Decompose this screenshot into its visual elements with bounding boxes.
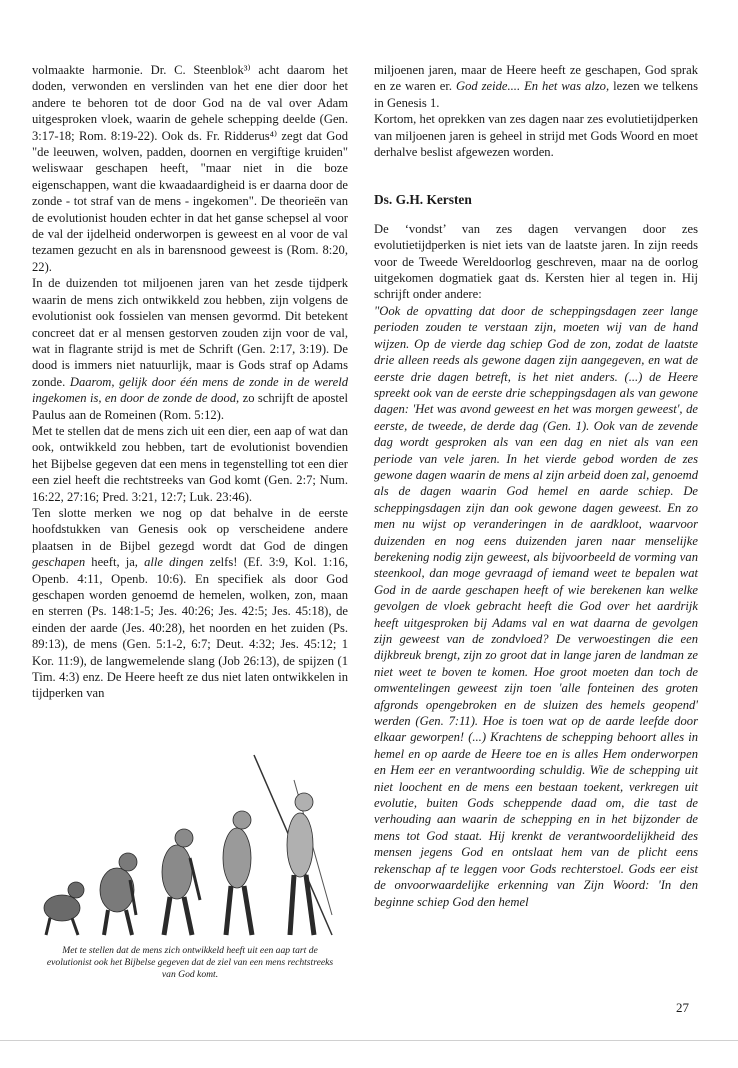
italic-text: alle dingen [144,555,204,570]
figure-ape-1 [44,882,84,935]
italic-text: geschapen [32,555,86,570]
text: miljoenen jaren, maar de Heere heeft ze geschapen, God sprak en ze waren er. [374,63,698,94]
figure-human-5 [287,793,314,935]
italic-text: Daarom, gelijk door één mens de zonde in de wereld ingekomen is, en door de zonde de dood, [32,374,348,406]
page-bottom-rule [0,1040,738,1041]
section-heading: Ds. G.H. Kersten [374,192,472,208]
text: zelfs! (Ef. 3:9, Kol. 1:16, Openb. 4:11, Openb. 10:6). En specifiek als door God geschapen worden genoemd de hemelen, wolken, zon, maan en sterren (Ps. 148:1-5; Jes. 40:26; Jes. 42:5; Jes. 45:18), de einden der aarde (Jes. 40:28), het noorden en het zuiden (Ps. 89:13), de mens (Gen. 5:1-2, 6:7; Deut. 4:32; Jes. 45:12; 1 Kor. 11:9), de langwemelende slang (Job 26:13), de spijzen (1 Tim. 4:3) enz. De Heere heeft ze dus niet laten ontwikkelen in tijdperken van [32,555,349,701]
text: zo schrijft de apostel Paulus aan de Romeinen (Rom. 5:12). [32,391,348,422]
figure-ape-2 [100,853,137,935]
paragraph: De ‘vondst’ van zes dagen vervangen door zes evolutietijdperken is niet iets van de laatste jaren. In zijn reeds voor de Tweede Wereldoorlog geschreven, maar na de oorlog uitgekomen dogmatiek gaat ds. Kersten hier al tegen in. Hij schrijft onder andere: [374,221,698,302]
paragraph [374,62,698,111]
italic-text: God zeide.... En het was alzo, [455,79,610,94]
text: Ten slotte merken we nog op dat behalve in de eerste hoofdstukken van Genesis ook op verscheidene andere plaatsen in de Bijbel gezegd wordt dat God de dingen [32,505,348,553]
block-quote: "Ook de opvatting dat door de scheppingsdagen zeer lange perioden zouden te verstaan zijn, moeten wij van de hand wijzen. Op de vierde dag schiep God de zon, zodat de laatste drie alleen reeds als gewone dagen zijn aangegeven, en wat de eerste drie dagen betreft, is het niet anders. (...) de Heere spreekt ook van de eerste drie scheppingsdagen als van gewone dagen: 'Het was avond geweest en het was morgen geweest', de eerste, de tweede, de derde dag (Gen. 1). Ook van de zevende dag wordt gesproken als van een dag en niet als van een periode van vele jaren. In het vierde gebod worden de zes gewone dagen waarin de mens al zijn arbeid doen zal, genoemd als de dagen waarin God hemel en aarde schiep. De scheppingsdagen zijn dan ook gewone dagen geweest. En zo men nu wijst op veranderingen in de aardkloot, waarvoor duizenden en nog eens duizenden jaren naar menselijke berekening nodig zijn geweest, als bijvoorbeeld de vorming van steenkool, dan moge gevraagd of iemand weet te bepalen wat God in de aarde geschapen heeft of wie berekenen kan welke gevolgen de vloek gebracht heeft die God over het aardrijk heeft uitgesproken bij Adams val en wat daarna de gevolgen zijn geweest van de zondvloed? De verwoestingen die een dijkbreuk brengt, zijn zo groot dat in lange jaren de landman ze niet weet te boven te komen. Hoe groot moeten dan toch de omwentelingen geweest zijn toen 'alle fonteinen des groten afgronds opengebroken en de sluizen des hemels geopend' werden (Gen. 7:11). Hoe is toen wat op de aarde leefde door elkaar geworpen! (...) Krachtens de schepping behoort alles in hemel en op aarde de Heere toe en is alles Hem onderworpen en Hem eer en verantwoording schuldig. Wie de schepping uit niet loochent en de mens een bestaan toekent, verkregen uit evolutie, buiten Gods scheppende daad om, die tast de verhouding aan waarin de schepping en in het bijzonder de mens tot God staat. Hij krenkt de verantwoordelijkheid des mensen jegens God en ontslaat hem van de plicht eens rekenschap af te leggen voor Gods rechterstoel. Gods eer eist de onvoorwaardelijke erkenning van Zijn Woord: 'In den beginne schiep God den hemel [374,303,698,909]
left-column [32,62,348,702]
text: In de duizenden tot miljoenen jaren van het zesde tijdperk waarin de mens zich ontwikkeld zou hebben, zijn volgens de evolutionist ook fossielen van mensen gevormd. Dit betekent concreet dat er al mensen gestorven zouden zijn voor de val, wat in flagrante strijd is met de Schrift (Gen. 2:17, 3:19). De dood is immers niet natuurlijk, maar is Gods straf op Adams zonde. [32,276,348,389]
right-column [374,62,698,910]
spacer [374,160,698,176]
text: heeft, ja, [85,555,145,570]
paragraph: Kortom, het oprekken van zes dagen naar zes evolutietijdperken van miljoenen jaren is geheel in strijd met Gods Woord en moet derhalve beslist afgewezen worden. [374,112,698,160]
paragraph [32,505,348,702]
text: lezen we telkens in Genesis 1. [374,79,698,110]
figure-caption: Met te stellen dat de mens zich ontwikkeld heeft uit een aap tart de evolutionist ook het Bijbelse gegeven dat de ziel van een mens rechtstreeks van God komt. [46,945,334,980]
evolution-illustration [32,740,348,940]
figure-hominid-3 [162,829,200,935]
spacer [374,176,698,192]
paragraph: volmaakte harmonie. Dr. C. Steenblok³⁾ acht daarom het doden, verwonden en verslinden van het ene dier door het andere te behoren tot de door God na de val over Adam uitgesproken vloek, waarin de gehele schepping deelde (Gen. 3:17-18; Rom. 8:19-22). Ook ds. Fr. Ridderus⁴⁾ zegt dat God "de leeuwen, wolven, padden, doornen en vergiftige kruiden" weliswaar geschapen heeft, "maar niet in die boze eigenschappen, want die kwaadaardigheid is er daarna door de zonde - tot straf van de mens - ingekomen". De theorieën van de evolutionist houden echter in dat het ganse schepsel al voor de val der ijdelheid onderworpen is geweest en al voor de val tezamen gezucht en als in barensnood geweest is (Rom. 8:20, 22). [32,63,348,274]
paragraph: Met te stellen dat de mens zich uit een dier, een aap of wat dan ook, ontwikkeld zou hebben, tart de evolutionist bovendien het Bijbelse gegeven dat een mens in tegenstelling tot een dier een ziel heeft die rechtstreeks van God komt (Gen. 2:7; Num. 16:22, 27:16; Pred. 3:21, 12:7; Luk. 23:46). [32,423,348,504]
figure-hominid-4 [223,811,252,935]
page-number: 27 [676,1000,689,1015]
paragraph [32,275,348,423]
